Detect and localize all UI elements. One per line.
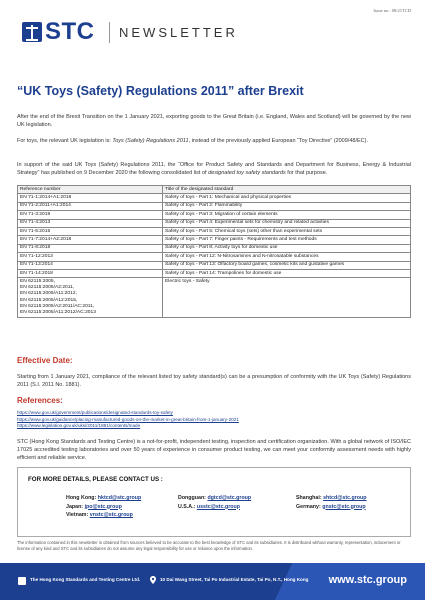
designated-standards-table (17, 185, 411, 318)
table-header-cell: Reference number (18, 186, 163, 194)
support-paragraph (17, 161, 411, 177)
location-pin-icon (150, 576, 156, 584)
table-row (18, 194, 411, 202)
support-text-b: for that purpose. (285, 170, 328, 177)
table-cell: Safety of toys - Part 2: Flammability (163, 202, 411, 210)
issue-number: Issue no.: 08/21TCD (373, 8, 411, 13)
table-row (18, 269, 411, 277)
table-row (18, 227, 411, 235)
table-row (18, 219, 411, 227)
ref-line: EN 62115:2005/A11:2012, (20, 291, 77, 297)
table-cell: Electric toys - Safety (163, 278, 411, 317)
table-row (18, 211, 411, 219)
table-cell: EN 71-7:2014+A2:2018 (18, 236, 163, 244)
table-cell: Safety of toys - Part 3: Migration of certain elements (163, 211, 411, 219)
contact-usa (178, 503, 240, 512)
table-cell: Safety of toys - Part 12: N-Nitrosamines and N-nitrosatable substances (163, 253, 411, 261)
contact-box (17, 467, 411, 537)
contact-germany (296, 503, 366, 512)
table-cell: Safety of toys - Part 14: Trampolines for domestic use (163, 269, 411, 277)
table-cell: EN 71-8:2018 (18, 244, 163, 252)
contact-label: Dongguan: (178, 495, 206, 501)
ref-line: EN 62115:2005/A2:2011, (20, 285, 75, 291)
contact-label: Japan: (66, 503, 84, 510)
contact-heading: FOR MORE DETAILS, PLEASE CONTACT US : (28, 476, 163, 483)
table-row (18, 278, 411, 317)
legislation-text-b: , instead of the previously applied European “Toy Directive” (2009/48/EC). (188, 138, 368, 144)
footer-bar (0, 563, 425, 600)
references-heading: References: (17, 396, 63, 405)
stc-logo (22, 18, 95, 45)
footer-logo-icon (18, 577, 26, 585)
newsletter-label: NEWSLETTER (119, 25, 238, 40)
table-row (18, 244, 411, 252)
table-cell: EN 71-12:2013 (18, 253, 163, 261)
table-header-row (18, 186, 411, 194)
legislation-text-a: For toys, the relevant UK legislation is: (17, 138, 113, 144)
contact-email-link[interactable]: usstc@stc.group (196, 503, 240, 510)
effective-date-text: Starting from 1 January 2021, compliance of the relevant listed toy safety standard(s) can be a presumption of conformity with the UK Toys (Safety) Regulations 2011 (S.I. 2011 No. 1881). (17, 374, 411, 389)
table-cell: EN 71-5:2015 (18, 227, 163, 235)
about-stc-paragraph: STC (Hong Kong Standards and Testing Centre) is a not-for-profit, independent testing, inspection and certification organization. With a global network of ISO/IEC 17025 accredited testing laboratories and over 50 years of experience in consumer product testing, we can meet your conformity assessment needs with highly efficient and reliable service. (17, 439, 411, 462)
table-cell: Safety of toys - Part 13: Olfactory board games, cosmetic kits and gustative games (163, 261, 411, 269)
footer-company-name: The Hong Kong Standards and Testing Centre Ltd. (30, 577, 141, 582)
contact-shanghai (296, 494, 367, 503)
legislation-name: Toys (Safety) Regulations 2011 (112, 138, 189, 144)
table-cell: Safety of toys - Part 8: Activity toys for domestic use (163, 244, 411, 252)
stc-logo-icon (22, 22, 42, 42)
contact-dongguan (178, 494, 251, 503)
footer-address: 10 Dai Wang Street, Tai Po Industrial Estate, Tai Po, N.T., Hong Kong (160, 577, 309, 582)
table-cell: EN 71-1:2014+A1:2018 (18, 194, 163, 202)
legislation-paragraph (17, 137, 411, 145)
contact-email-link[interactable]: vnstc@stc.group (89, 512, 133, 518)
table-cell (18, 278, 163, 317)
contact-japan (66, 503, 122, 512)
table-row (18, 202, 411, 210)
table-cell: Safety of toys - Part 4: Experimental sets for chemistry and related activities (163, 219, 411, 227)
header-divider (109, 22, 110, 43)
intro-paragraph: After the end of the Brexit Transition on the 1 January 2021, exporting goods to the Great Britain (i.e. England, Wales and Scotland) will be governed by the new UK legislation. (17, 114, 411, 129)
reference-links (17, 410, 239, 430)
contact-email-link[interactable]: hktcd@stc.group (97, 495, 142, 501)
table-cell: EN 71-4:2013 (18, 219, 163, 227)
footer-website-link[interactable]: www.stc.group (328, 574, 407, 586)
ref-line: EN 62115:2005/A2:2011/AC:2011, (20, 303, 95, 309)
ref-line: EN 62115:2005, (20, 278, 55, 284)
table-row (18, 261, 411, 269)
table-cell: Safety of toys - Part 1: Mechanical and physical properties (163, 194, 411, 202)
logo-text: STC (45, 18, 95, 45)
table-header-cell: Title of the designated standard (163, 186, 411, 194)
table-cell: EN 71-2:2011+A1:2014 (18, 202, 163, 210)
table-cell: EN 71-13:2014 (18, 261, 163, 269)
contact-hong-kong (66, 494, 141, 503)
support-emphasis: designated toy safety standards (208, 170, 286, 177)
newsletter-header (0, 0, 425, 62)
table-cell: EN 71-14:2018 (18, 269, 163, 277)
disclaimer: The information contained in this newsletter is obtained from sources believed to be accurate to the best knowledge of STC and its subsidiaries. It is distributed without warranty, representation, inducement or license of any kind and STC and its subsidiaries do not assume any legal responsibility for use or reliance upon the information. (17, 540, 401, 551)
effective-date-heading: Effective Date: (17, 356, 73, 365)
reference-link[interactable]: https://www.gov.uk/government/publications/designated-standards-toy-safety (17, 410, 173, 415)
support-text-a: In support of the said UK Toys (Safety) Regulations 2011, the “Office for Product Safety and Standards and Department for Business, Energy & Industrial Strategy” has published on 9 December 2020 the following consolidated list of (17, 162, 411, 177)
table-cell: EN 71-3:2019 (18, 211, 163, 219)
reference-link[interactable]: https://www.gov.uk/guidance/placing-manufactured-goods-on-the-market-in-great-britain-from-1-january-2021 (17, 416, 239, 422)
contact-label: Germany: (296, 503, 321, 510)
contact-email-link[interactable]: dgtcd@stc.group (207, 495, 252, 501)
contact-email-link[interactable]: gnstc@stc.group (322, 503, 366, 510)
ref-line: EN 62115:2005/A11:2012/AC:2013 (20, 309, 96, 315)
contact-label: Shanghai: (296, 495, 322, 501)
table-cell: Safety of toys - Part 7: Finger paints - Requirements and test methods (163, 236, 411, 244)
article-title: “UK Toys (Safety) Regulations 2011” after Brexit (17, 84, 304, 98)
ref-line: EN 62115:2005/A12:2015, (20, 297, 78, 303)
contact-vietnam (66, 511, 133, 520)
table-cell: Safety of toys - Part 5: Chemical toys (sets) other than experimental sets (163, 227, 411, 235)
table-row (18, 253, 411, 261)
contact-label: Hong Kong: (66, 495, 97, 501)
contact-email-link[interactable]: jpo@stc.group (84, 503, 122, 510)
contact-label: U.S.A.: (178, 503, 196, 510)
contact-label: Vietnam: (66, 512, 89, 518)
reference-link[interactable]: https://www.legislation.gov.uk/uksi/2011/1881/contents/made (17, 423, 141, 428)
table-row (18, 236, 411, 244)
contact-email-link[interactable]: shtcd@stc.group (323, 495, 367, 501)
